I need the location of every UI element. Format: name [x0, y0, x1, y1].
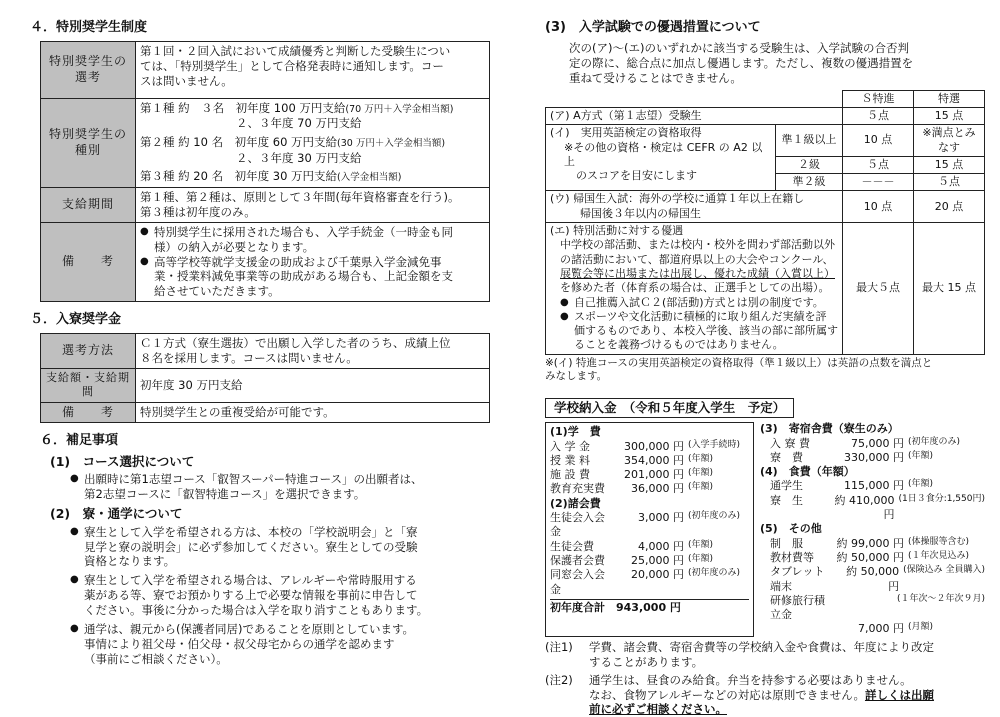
text-line: ては、「特別奨学生」として合格発表時に通知します。コー — [140, 58, 444, 73]
bullet-item: ● 高等学校等就学支援金の助成および千葉県入学金減免事 業・授業料減免事業等の助成がある場合も、上記金額を支 給させていただきます。 — [140, 255, 485, 300]
fee-row — [770, 565, 985, 594]
fee-value: 4,000 円 — [638, 539, 684, 553]
text-line: 次の(ア)～(エ)のいずれかに該当する受験生は、入学試験の合否判 — [569, 40, 909, 55]
intro-text — [569, 41, 985, 86]
table-row — [41, 222, 490, 302]
row-content — [136, 98, 490, 187]
fees-title: 学校納入金 （令和５年度入学生 予定） — [545, 398, 794, 418]
grade-cell: ２級 — [776, 156, 843, 173]
fee-group-heading: (1)学 費 — [550, 425, 601, 439]
section-3-heading: (3) 入学試験での優遇措置について — [545, 20, 761, 35]
fee-name: 寮 生 — [770, 493, 803, 507]
section-6-heading: ６．補足事項 — [40, 433, 119, 449]
row-content — [136, 402, 490, 423]
cell-value: ５点 — [843, 108, 914, 125]
fee-name: 入 寮 費 — [770, 436, 810, 450]
row-label: (イ) 実用英語検定の資格取得 ※その他の資格・検定は CEFR の A2 以上 のスコアを目安にします — [546, 125, 776, 191]
fee-row — [550, 554, 749, 568]
fee-value: 201,000 円 — [624, 468, 684, 482]
fee-note: (年額) — [688, 468, 714, 479]
fee-row — [770, 494, 985, 523]
cell-value: －－－ — [843, 174, 914, 191]
section-5-heading: ５．入寮奨学金 — [30, 312, 122, 328]
section-4-heading: ４．特別奨学生制度 — [30, 20, 148, 35]
dorm-scholarship-table — [40, 333, 490, 423]
fee-row — [550, 482, 749, 496]
row-label: 特別奨学生の種別 — [41, 98, 136, 187]
bullet-item: ● 特別奨学生に採用された場合も、入学手続金（一時金も同 様）の納入が必要となります。 — [140, 225, 485, 255]
text-line: ２、３年度 70 万円支給 — [236, 116, 362, 131]
fee-row — [770, 537, 985, 551]
fee-list — [550, 440, 749, 497]
fee-value: 36,000 円 — [631, 482, 684, 496]
text-line: 定の際に、総合点に加点し優遇します。ただし、複数の優遇措置を — [569, 55, 914, 70]
bullet-item: ● 出願時に第1志望コース「叡智スーパー特進コース」の出願者は、 第2志望コースに「叡智特進コース」を選択できます。 — [70, 472, 490, 502]
fee-value: 354,000 円 — [624, 453, 684, 467]
table-row — [546, 191, 985, 223]
text-line: 第２種 約 10 名 初年度 60 万円支給(30 万円＋入学金相当額) — [140, 135, 446, 150]
fee-name: 教材費等 — [770, 550, 814, 564]
bullet-item: ● 通学は、親元から(保護者同居)であることを原則としています。 事情により祖父母・伯父母・叔父母宅からの通学を認めます （事前にご相談ください）。 — [70, 622, 490, 667]
fee-name: 保護者会費 — [550, 553, 605, 567]
fee-list — [760, 537, 985, 637]
text-line: スは問いません。 — [140, 73, 233, 88]
fee-row — [550, 454, 749, 468]
cell-value: 15 点 — [914, 108, 985, 125]
text-line: 特別奨学生との重複受給が可能です。 — [140, 404, 335, 419]
note-1: (注1) 学費、諸会費、寄宿舎費等の学校納入金や食費は、年度により改定 することがあります。 — [545, 639, 934, 669]
cell-value: ５点 — [843, 156, 914, 173]
fee-note: (体操服等含む) — [908, 536, 970, 547]
fee-value: 7,000 円 — [858, 622, 904, 636]
row-label: 支給期間 — [41, 187, 136, 222]
fee-note: (初年度のみ) — [908, 436, 961, 447]
row-label: (エ) 特別活動に対する優遇 中学校の部活動、または校内・校外を問わず部活動以外 の諸活動において、都道府県以上の大会やコンクール、 展覧会等に出場または出展し、優れた成績（入賞以上） を修めた者（体育系の場合は、正選手としての出場）。 ● 自己推薦入試Ｃ２(部活動)方式とは別の制度です。 ● スポーツや文化活動に積極的に取り組んだ実績を評 価するものであり、本校入学後、該当の部に部所属す ることを義務づけるものではありません。 — [546, 223, 843, 355]
row-label: (ア) A方式（第１志望）受験生 — [546, 108, 843, 125]
fee-name: 入 学 金 — [550, 439, 590, 453]
row-label: 支給額・支給期間 — [41, 369, 136, 403]
fee-note: (初年度のみ) — [688, 568, 741, 579]
fee-note: (1日３食分:1,550円) — [898, 493, 985, 504]
row-content — [136, 369, 490, 403]
fee-note: (１年次見込み) — [908, 550, 970, 561]
fee-value: 約 50,000 円 — [836, 550, 904, 564]
fee-row — [770, 437, 985, 451]
fee-note: (初年度のみ) — [688, 511, 741, 522]
fee-note: (年額) — [688, 482, 714, 493]
text-line: 第１回・２回入試において成績優秀と判断した受験生につい — [140, 43, 451, 58]
table-row — [41, 98, 490, 187]
text-line: ８名を採用します。コースは問いません。 — [140, 351, 358, 366]
text-line: Ｃ１方式（寮生選抜）で出願し入学した者のうち、成績上位 — [140, 336, 451, 351]
text-line: 第３種は初年度のみ。 — [140, 204, 256, 219]
fee-group-heading: (5) その他 — [760, 522, 822, 536]
grade-cell: 準２級 — [776, 174, 843, 191]
fees-area — [545, 422, 985, 636]
cell-value: 最大 15 点 — [914, 223, 985, 355]
table-row — [41, 41, 490, 98]
col-header-t: 特選 — [914, 90, 985, 107]
fee-name: 生徒会入会金 — [550, 511, 605, 539]
fees-right-box — [760, 422, 985, 636]
bullet-item: ● 寮生として入学を希望される方は、本校の「学校説明会」と「寮 見学と寮の説明会」に必ず参加してください。寮生としての受験 資格となります。 — [70, 525, 490, 570]
fee-name: 教育充実費 — [550, 482, 605, 496]
fee-name: 寮 費 — [770, 450, 803, 464]
table-row — [546, 108, 985, 125]
table-row — [546, 223, 985, 355]
row-content — [136, 41, 490, 98]
fee-value: 約 50,000 円 — [846, 565, 900, 593]
fee-name: 生徒会費 — [550, 539, 594, 553]
fee-name: 研修旅行積立金 — [770, 593, 825, 622]
table-row — [41, 369, 490, 403]
row-label: 選考方法 — [41, 334, 136, 369]
fee-name — [770, 622, 834, 636]
fee-name: 制 服 — [770, 536, 803, 550]
bullet-item: ● 自己推薦入試Ｃ２(部活動)方式とは別の制度です。 — [560, 296, 838, 310]
fees-left-box — [545, 422, 754, 636]
text-line: 第１種、第２種は、原則として３年間(毎年資格審査を行う)。 — [140, 189, 460, 204]
fee-value: 300,000 円 — [624, 439, 684, 453]
cell-value: 15 点 — [914, 156, 985, 173]
text-line: 重ねて受けることはできません。 — [569, 70, 742, 85]
fee-list — [760, 479, 985, 522]
bullet-item: ● スポーツや文化活動に積極的に取り組んだ実績を評 価するものであり、本校入学後、該当の部に部所属す ることを義務づけるものではありません。 — [560, 310, 838, 353]
row-label: 特別奨学生の選考 — [41, 41, 136, 98]
fee-row — [770, 622, 985, 636]
fee-value: 3,000 円 — [638, 511, 684, 525]
fee-note: (月額) — [908, 622, 934, 633]
fee-group-heading: (2)諸会費 — [550, 496, 601, 510]
fee-row — [770, 551, 985, 565]
cell-value: 10 点 — [843, 191, 914, 223]
fee-list — [760, 437, 985, 466]
fee-name: 同窓会入会金 — [550, 568, 605, 596]
fee-value — [829, 594, 893, 623]
fee-row — [550, 568, 749, 597]
fee-value: 75,000 円 — [851, 436, 904, 450]
scholarship-table — [40, 41, 490, 302]
bullet-item: ● 寮生として入学を希望される場合は、アレルギーや常時服用する 薬がある等、寮でお預かりする上で必要な情報を事前に申告して ください。事後に分かった場合は入学を取り消すこともあります。 — [70, 573, 490, 618]
cell-value: ５点 — [914, 174, 985, 191]
table-row — [41, 402, 490, 423]
fee-value: 約 99,000 円 — [836, 536, 904, 550]
cell-value: ※満点とみなす — [914, 125, 985, 157]
fee-row — [770, 594, 985, 623]
row-content — [136, 334, 490, 369]
fee-value: 330,000 円 — [844, 450, 904, 464]
table-row — [546, 125, 985, 157]
fee-group-heading: (4) 食費（年額） — [760, 465, 855, 479]
row-label: (ウ) 帰国生入試：海外の学校に通算１年以上在籍し 帰国後３年以内の帰国生 — [546, 191, 843, 223]
fee-note: (年額) — [688, 553, 714, 564]
fee-total: 初年度合計 943,000 円 — [550, 599, 749, 615]
footnote: ※(イ) 特進コースの実用英語検定の資格取得（準１級以上）は英語の点数を満点と みなします。 — [545, 356, 933, 383]
fee-name: 施 設 費 — [550, 468, 590, 482]
fee-note: (年額) — [908, 479, 934, 490]
fee-row — [550, 468, 749, 482]
left-column — [30, 20, 490, 667]
fee-row — [550, 440, 749, 454]
table-row — [41, 187, 490, 222]
grade-cell: 準１級以上 — [776, 125, 843, 157]
subheading-dorm: (2) 寮・通学について — [50, 506, 183, 522]
fee-group-heading: (3) 寄宿舎費（寮生のみ） — [760, 422, 899, 436]
row-content — [136, 222, 490, 302]
fee-row — [550, 511, 749, 540]
right-column — [545, 20, 985, 717]
fee-row — [550, 540, 749, 554]
fee-note: (年額) — [688, 539, 714, 550]
row-label: 備 考 — [41, 222, 136, 302]
cell-value: 10 点 — [843, 125, 914, 157]
fee-value: 20,000 円 — [631, 568, 684, 582]
table-header-row — [546, 90, 985, 107]
note-2: (注2) 通学生は、昼食のみ給食。弁当を持参する必要はありません。 なお、食物アレルギーなどの対応は原則できません。詳しくは出願 前に必ずご相談ください。 — [545, 672, 934, 717]
fee-note: (保険込み 全員購入) — [903, 565, 985, 576]
fee-note: (年額) — [688, 453, 714, 464]
fee-row — [770, 479, 985, 493]
fee-name: 授 業 料 — [550, 453, 590, 467]
cell-value: 最大５点 — [843, 223, 914, 355]
fee-note: (年額) — [908, 450, 934, 461]
table-row — [41, 334, 490, 369]
subheading-course: (1) コース選択について — [50, 454, 195, 470]
fee-value: 25,000 円 — [631, 553, 684, 567]
col-header-s: Ｓ特進 — [843, 90, 914, 107]
preference-points-table — [545, 90, 985, 355]
row-content — [136, 187, 490, 222]
fee-list — [550, 511, 749, 597]
fee-value: 115,000 円 — [844, 479, 904, 493]
row-label: 備 考 — [41, 402, 136, 423]
fee-note: (入学手続時) — [688, 439, 741, 450]
text-line: 初年度 30 万円支給 — [140, 377, 243, 392]
text-line: 第３種 約 20 名 初年度 30 万円支給(入学金相当額) — [140, 169, 402, 184]
cell-value: 20 点 — [914, 191, 985, 223]
fee-value: 約 410,000 円 — [834, 493, 895, 522]
fee-name: タブレット端末 — [770, 565, 825, 593]
fee-row — [770, 451, 985, 465]
text-line: ２、３年度 30 万円支給 — [236, 150, 362, 165]
fee-note: (１年次～２年次９月) — [896, 593, 985, 604]
fee-name: 通学生 — [770, 479, 803, 493]
text-line: 第１種 約 ３名 初年度 100 万円支給(70 万円＋入学金相当額) — [140, 100, 454, 115]
